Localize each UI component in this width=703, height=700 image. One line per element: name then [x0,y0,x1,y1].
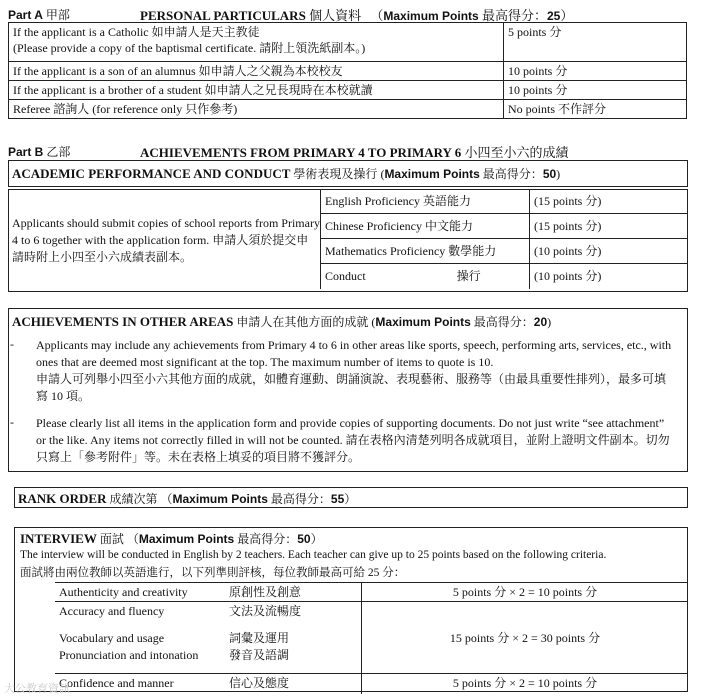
other-title: ACHIEVEMENTS IN OTHER AREAS 申請人在其他方面的成就 (Maximum Points 最高得分：20) [12,314,552,329]
interview-title: INTERVIEW 面試 （Maximum Points 最高得分：50） [20,531,323,546]
academic-title: ACADEMIC PERFORMANCE AND CONDUCT 學術表現及操行 (Maximum Points 最高得分：50) [12,166,561,181]
interview-description-zh: 面試將由兩位教師以英語進行，以下列準則評核，每位教師最高可給 25 分： [20,567,406,579]
table-row [55,583,688,602]
part-a-heading: Part A 甲部 [8,8,70,22]
part-a-title: PERSONAL PARTICULARS 個人資料 （Maximum Points 最高得分：25） [140,8,574,23]
table-row [9,81,687,100]
criterion-cell: Accuracy and fluency 文法及流暢度 Vocabulary and usage 詞彙及運用 Pronunciation and intonation 發音及語調 [55,602,362,674]
part-b-title: ACHIEVEMENTS FROM PRIMARY 4 TO PRIMARY 6 小四至小六的成績 [140,145,569,160]
subject-points: (10 points 分) [530,263,689,289]
bullet-dash: - [10,337,14,351]
score-cell: 5 points 分 × 2 = 10 points 分 [362,674,689,694]
criterion-cell: If the applicant is a brother of a student 如申請人之兄長現時在本校就讀 [9,81,504,100]
table-row [9,100,687,119]
criterion-cell: If the applicant is a Catholic 如申請人是天主教徒 (Please provide a copy of the baptismal certificate. 請附上領洗紙副本。) [9,23,504,62]
points-cell: 10 points 分 [504,81,687,100]
subject-points: (15 points 分) [530,213,689,238]
subject-cell: English Proficiency 英語能力 [321,189,530,213]
personal-particulars-table [8,22,687,119]
rank-order-title: RANK ORDER 成績次第 （Maximum Points 最高得分：55） [18,491,357,506]
subject-cell: Chinese Proficiency 中文能力 [321,213,530,238]
other-paragraph-2: Please clearly list all items in the application form and provide copies of supporting documents. Do not just write “see attachment” or the like. Any items not correctly filled in will not be counted. 請在表格內清楚列明各成就項目，並附上證明文件副本。切勿只寫上「參考附件」等。未在表格上填妥的項目將不獲評分。 [36,416,670,464]
table-row [321,238,689,263]
academic-instruction: Applicants should submit copies of school reports from Primary 4 to 6 together with the application form. 申請人須於提交申請時附上小四至小六成績表副本。 [12,216,320,264]
points-cell: No points 不作評分 [504,100,687,119]
bullet-dash: - [10,415,14,429]
score-cell: 15 points 分 × 2 = 30 points 分 [362,602,689,674]
interview-description-en: The interview will be conducted in English by 2 teachers. Each teacher can give up to 25 points based on the following criteria. [20,549,607,561]
academic-subjects-table [320,189,688,289]
table-row [9,62,687,81]
subject-points: (15 points 分) [530,189,689,213]
criterion-cell: Authenticity and creativity 原創性及創意 [55,583,362,602]
table-row [9,23,687,62]
other-paragraph-1: Applicants may include any achievements from Primary 4 to 6 in other areas like sports, speech, performing arts, services, etc., with ones that are deemed most significant at the top. The maximum number of items to quote is 10. 申請人可列舉小四至小六其他方面的成就，如體育運動、朗誦演說、表現藝術、服務等（由最具重要性排列），最多可填寫 10 項。 [36,338,672,403]
interview-criteria-table [55,582,688,694]
score-cell: 5 points 分 × 2 = 10 points 分 [362,583,689,602]
criterion-cell: Referee 諮詢人 (for reference only 只作參考) [9,100,504,119]
table-row [55,602,688,674]
subject-cell: Mathematics Proficiency 數學能力 [321,238,530,263]
table-row [321,263,689,289]
watermark: 大公教育資訊 [4,682,70,695]
table-row [55,674,688,694]
subject-points: (10 points 分) [530,238,689,263]
table-row [321,189,689,213]
subject-cell: Conduct 操行 [321,263,530,289]
points-cell: 5 points 分 [504,23,687,62]
points-cell: 10 points 分 [504,62,687,81]
part-b-heading: Part B 乙部 [8,145,71,159]
table-row [321,213,689,238]
criterion-cell: Confidence and manner 信心及態度 [55,674,362,694]
criterion-cell: If the applicant is a son of an alumnus 如申請人之父親為本校校友 [9,62,504,81]
